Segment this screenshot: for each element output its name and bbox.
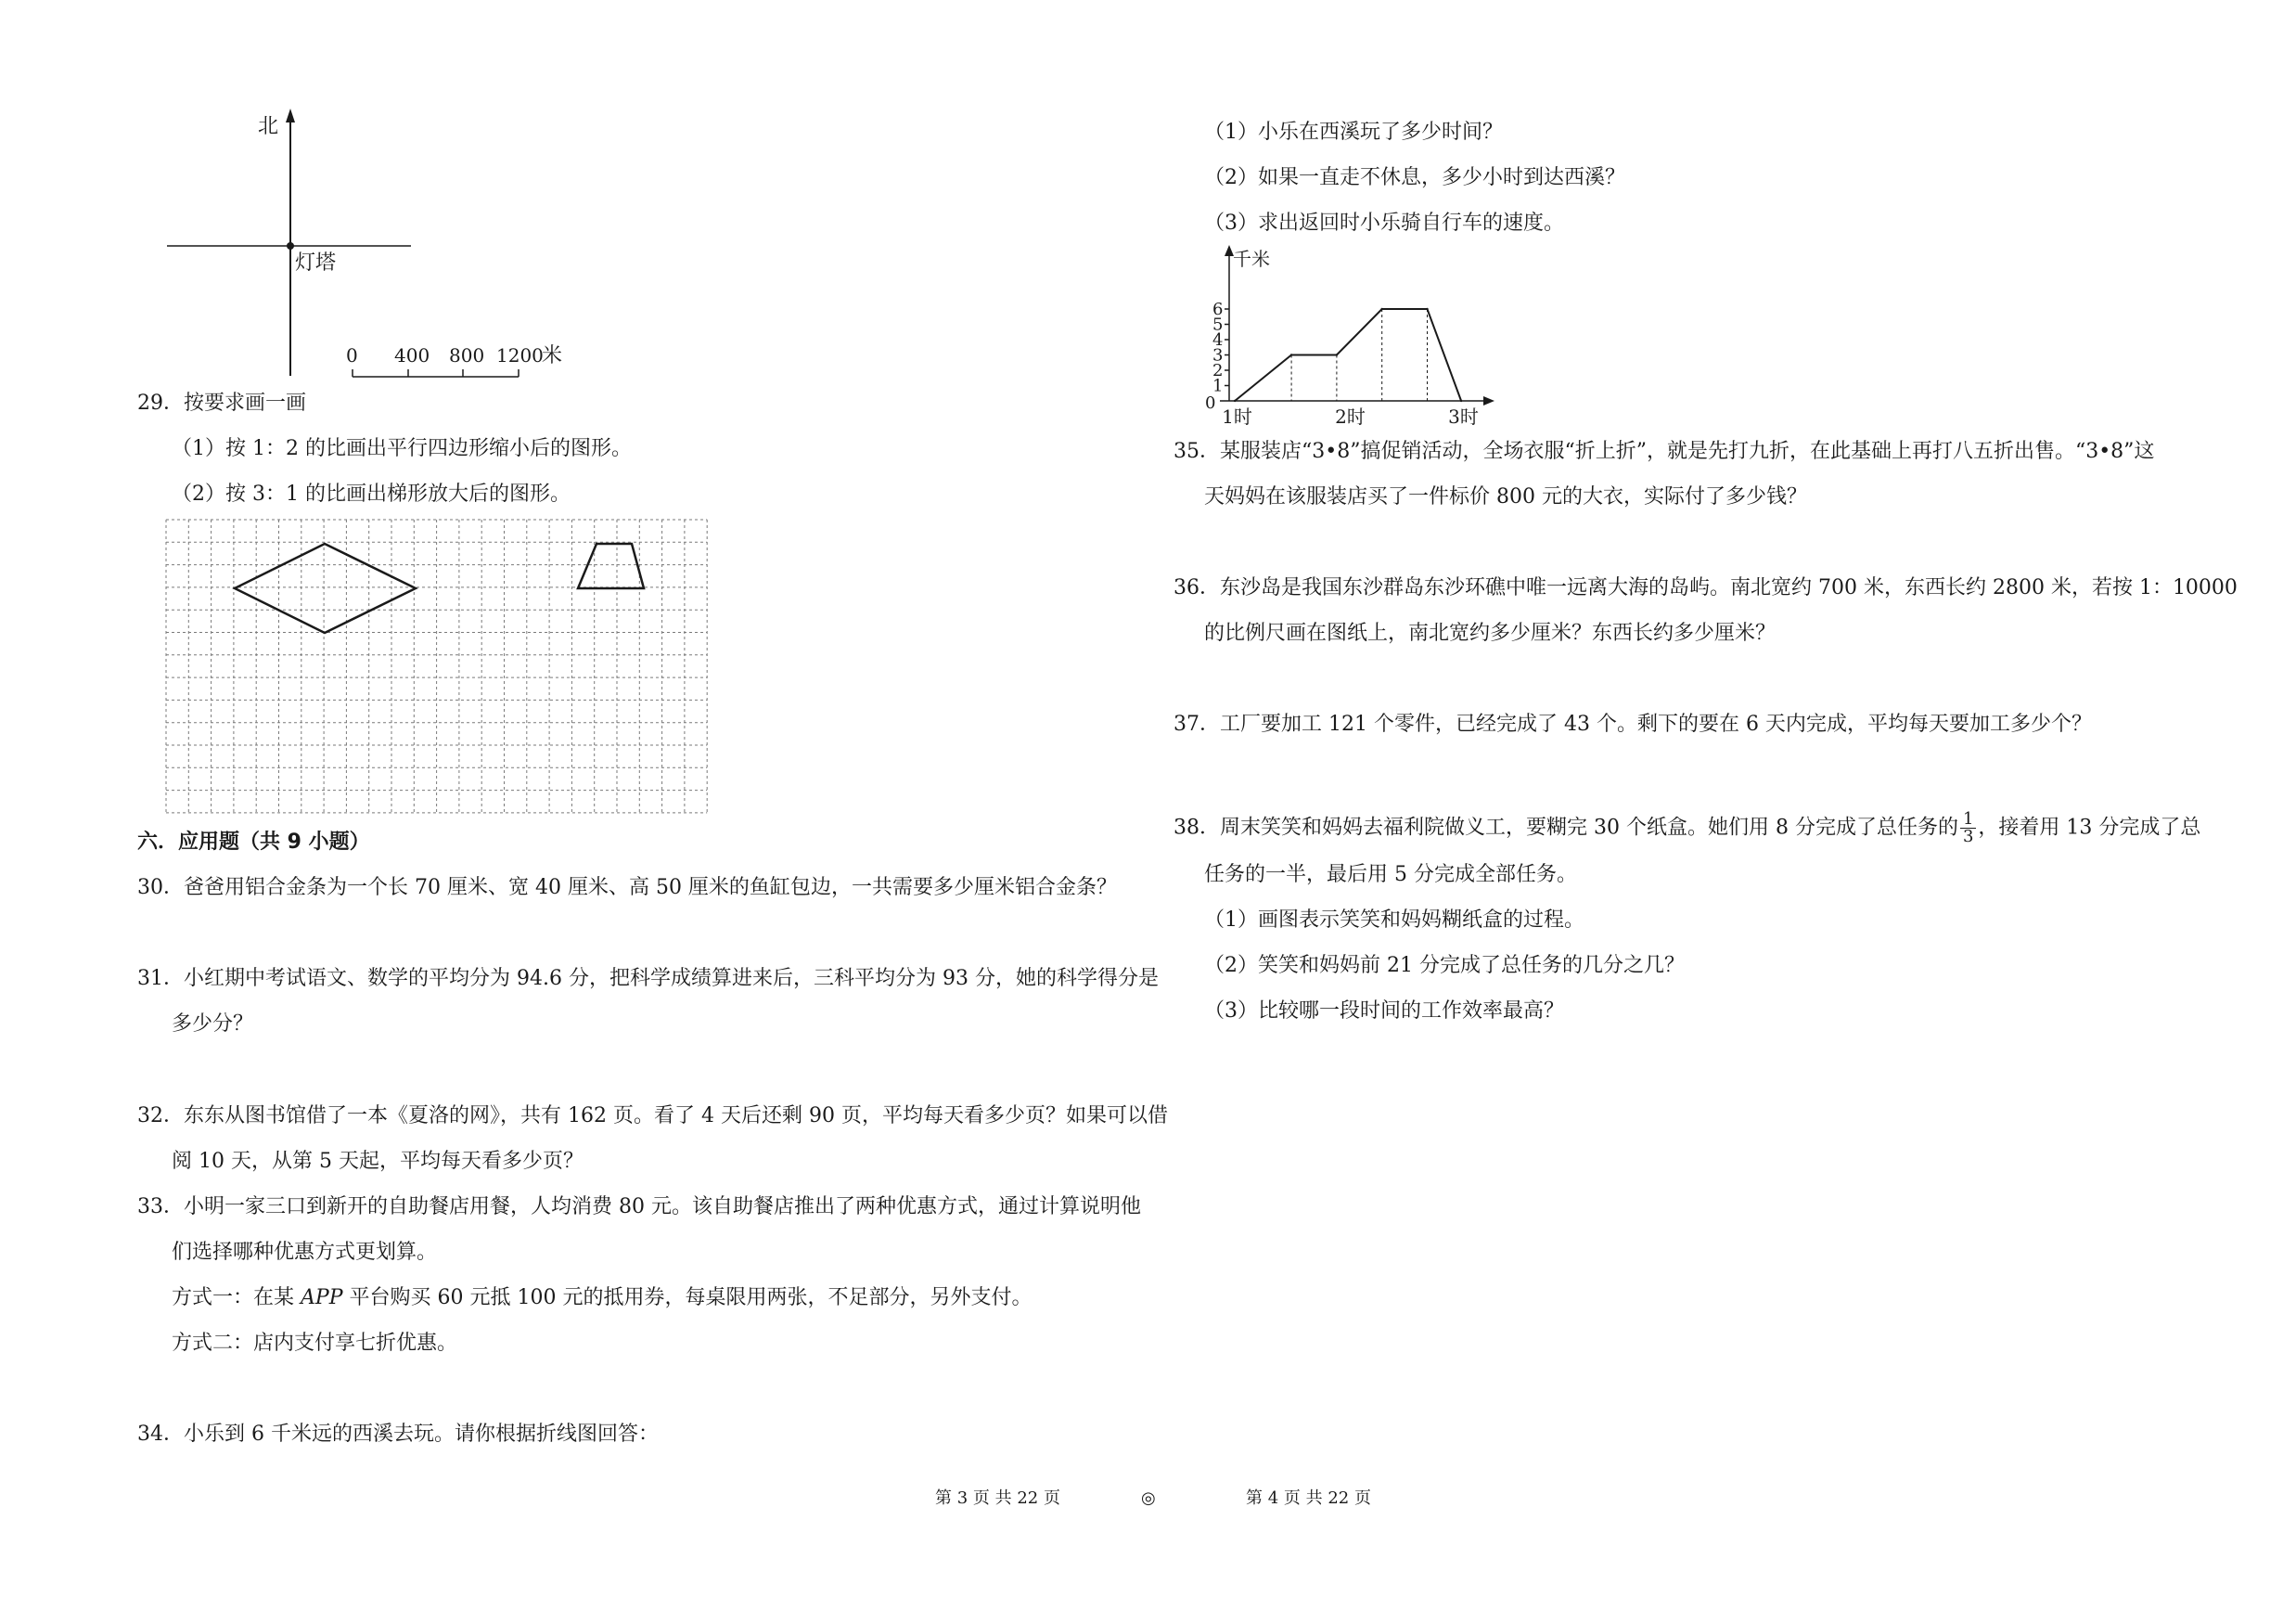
q36-line1: 36．东沙岛是我国东沙群岛东沙环礁中唯一远离大海的岛屿。南北宽约 700 米，东西长约 2800 米，若按 1：10000 bbox=[1174, 576, 2238, 599]
chart-ylabel: 千米 bbox=[1233, 248, 1270, 270]
q30-line1: 30．爸爸用铝合金条为一个长 70 厘米、宽 40 厘米、高 50 厘米的鱼缸包边，一共需要多少厘米铝合金条？ bbox=[137, 876, 1117, 899]
grid-lines bbox=[166, 520, 707, 813]
q33-line1: 33．小明一家三口到新开的自助餐店用餐，人均消费 80 元。该自助餐店推出了两种优惠方式，通过计算说明他 bbox=[137, 1195, 1141, 1218]
footer-symbol: ◎ bbox=[1141, 1488, 1156, 1508]
scale-tick-1200: 1200 bbox=[496, 344, 544, 367]
scale-tick-800: 800 bbox=[449, 344, 485, 367]
q29-sub1: （1）按 1：2 的比画出平行四边形缩小后的图形。 bbox=[172, 437, 632, 460]
chart-x-tick-label: 1时 bbox=[1222, 406, 1252, 428]
q33-option1: 方式一：在某 APP 平台购买 60 元抵 100 元的抵用券，每桌限用两张，不足部分，另外支付。 bbox=[172, 1286, 1033, 1309]
chart-data-point bbox=[1290, 354, 1292, 355]
footer-page-right: 第 4 页 共 22 页 bbox=[1246, 1488, 1371, 1508]
q34-sub2: （2）如果一直走不休息，多少小时到达西溪？ bbox=[1204, 166, 1625, 189]
q31-line1: 31．小红期中考试语文、数学的平均分为 94.6 分，把科学成绩算进来后，三科平均分为 93 分，她的科学得分是 bbox=[137, 967, 1159, 990]
q37-line1: 37．工厂要加工 121 个零件，已经完成了 43 个。剩下的要在 6 天内完成，平均每天要加工多少个？ bbox=[1174, 713, 2092, 736]
chart-data-point bbox=[1336, 354, 1338, 355]
chart-x-tick-label: 2时 bbox=[1335, 406, 1366, 428]
chart-y-tick-label: 5 bbox=[1212, 315, 1224, 335]
compass-diagram bbox=[148, 102, 612, 380]
lighthouse-point bbox=[287, 242, 294, 250]
chart-marks bbox=[1205, 300, 1479, 428]
q38-sub1: （1）画图表示笑笑和妈妈糊纸盒的过程。 bbox=[1204, 908, 1584, 932]
q34-line1: 34．小乐到 6 千米远的西溪去玩。请你根据折线图回答： bbox=[137, 1423, 659, 1446]
chart-y-tick-label: 6 bbox=[1212, 300, 1224, 319]
q38-sub2: （2）笑笑和妈妈前 21 分完成了总任务的几分之几？ bbox=[1204, 954, 1685, 977]
q29-title: 29．按要求画一画 bbox=[137, 392, 306, 415]
scale-bar bbox=[346, 344, 562, 377]
q32-line1: 32．东东从图书馆借了一本《夏洛的网》，共有 162 页。看了 4 天后还剩 90 页，平均每天看多少页？如果可以借 bbox=[137, 1104, 1168, 1127]
footer-page-left: 第 3 页 共 22 页 bbox=[935, 1488, 1060, 1508]
parallelogram-shape bbox=[235, 544, 416, 633]
q36-line2: 的比例尺画在图纸上，南北宽约多少厘米？东西长约多少厘米？ bbox=[1204, 622, 1777, 645]
chart-x-arrow-icon bbox=[1483, 396, 1494, 406]
scale-unit: 米 bbox=[542, 344, 563, 367]
scale-tick-400: 400 bbox=[394, 344, 430, 367]
chart-data-point bbox=[1234, 400, 1236, 402]
section6-title: 六．应用题（共 9 小题） bbox=[137, 831, 370, 854]
q35-line1: 35．某服装店“3•8”搞促销活动，全场衣服“折上折”，就是先打九折，在此基础上再打八五折出售。“3•8”这 bbox=[1174, 440, 2155, 463]
chart-y-tick-label: 3 bbox=[1212, 345, 1224, 366]
chart-y-tick-label: 2 bbox=[1212, 361, 1224, 380]
trapezoid-shape bbox=[578, 544, 644, 588]
distance-time-chart bbox=[1192, 243, 1498, 429]
north-label: 北 bbox=[258, 115, 279, 138]
chart-y-tick-label: 0 bbox=[1205, 393, 1216, 413]
q34-sub1: （1）小乐在西溪玩了多少时间？ bbox=[1204, 121, 1503, 144]
scale-tick-0: 0 bbox=[346, 344, 358, 367]
chart-data-point bbox=[1426, 308, 1428, 310]
chart-y-tick-label: 4 bbox=[1212, 330, 1224, 350]
drawing-grid bbox=[162, 516, 710, 822]
q38-sub3: （3）比较哪一段时间的工作效率最高？ bbox=[1204, 999, 1564, 1023]
q31-line2: 多少分？ bbox=[172, 1012, 254, 1036]
q35-line2: 天妈妈在该服装店买了一件标价 800 元的大衣，实际付了多少钱？ bbox=[1204, 485, 1807, 509]
q33-option2: 方式二：店内支付享七折优惠。 bbox=[172, 1332, 458, 1355]
chart-data-point bbox=[1460, 400, 1462, 402]
q29-sub2: （2）按 3：1 的比画出梯形放大后的图形。 bbox=[172, 483, 571, 506]
chart-x-tick-label: 3时 bbox=[1448, 406, 1479, 428]
lighthouse-label: 灯塔 bbox=[295, 251, 337, 275]
chart-y-tick-label: 1 bbox=[1212, 376, 1224, 396]
q32-line2: 阅 10 天，从第 5 天起，平均每天看多少页？ bbox=[172, 1150, 584, 1173]
q38-line2: 任务的一半，最后用 5 分完成全部任务。 bbox=[1204, 863, 1577, 886]
q34-sub3: （3）求出返回时小乐骑自行车的速度。 bbox=[1204, 212, 1564, 235]
north-arrow-icon bbox=[286, 109, 295, 122]
chart-data-point bbox=[1381, 308, 1383, 310]
q38-fraction: $\frac{1}{3}$ bbox=[1960, 811, 1976, 845]
q33-line2: 们选择哪种优惠方式更划算。 bbox=[172, 1241, 438, 1264]
q38-line1: 38．周末笑笑和妈妈去福利院做义工，要糊完 30 个纸盒。她们用 8 分完成了总任务的 $\frac{1}{3}$ ，接着用 13 分完成了总 bbox=[1174, 809, 2201, 846]
